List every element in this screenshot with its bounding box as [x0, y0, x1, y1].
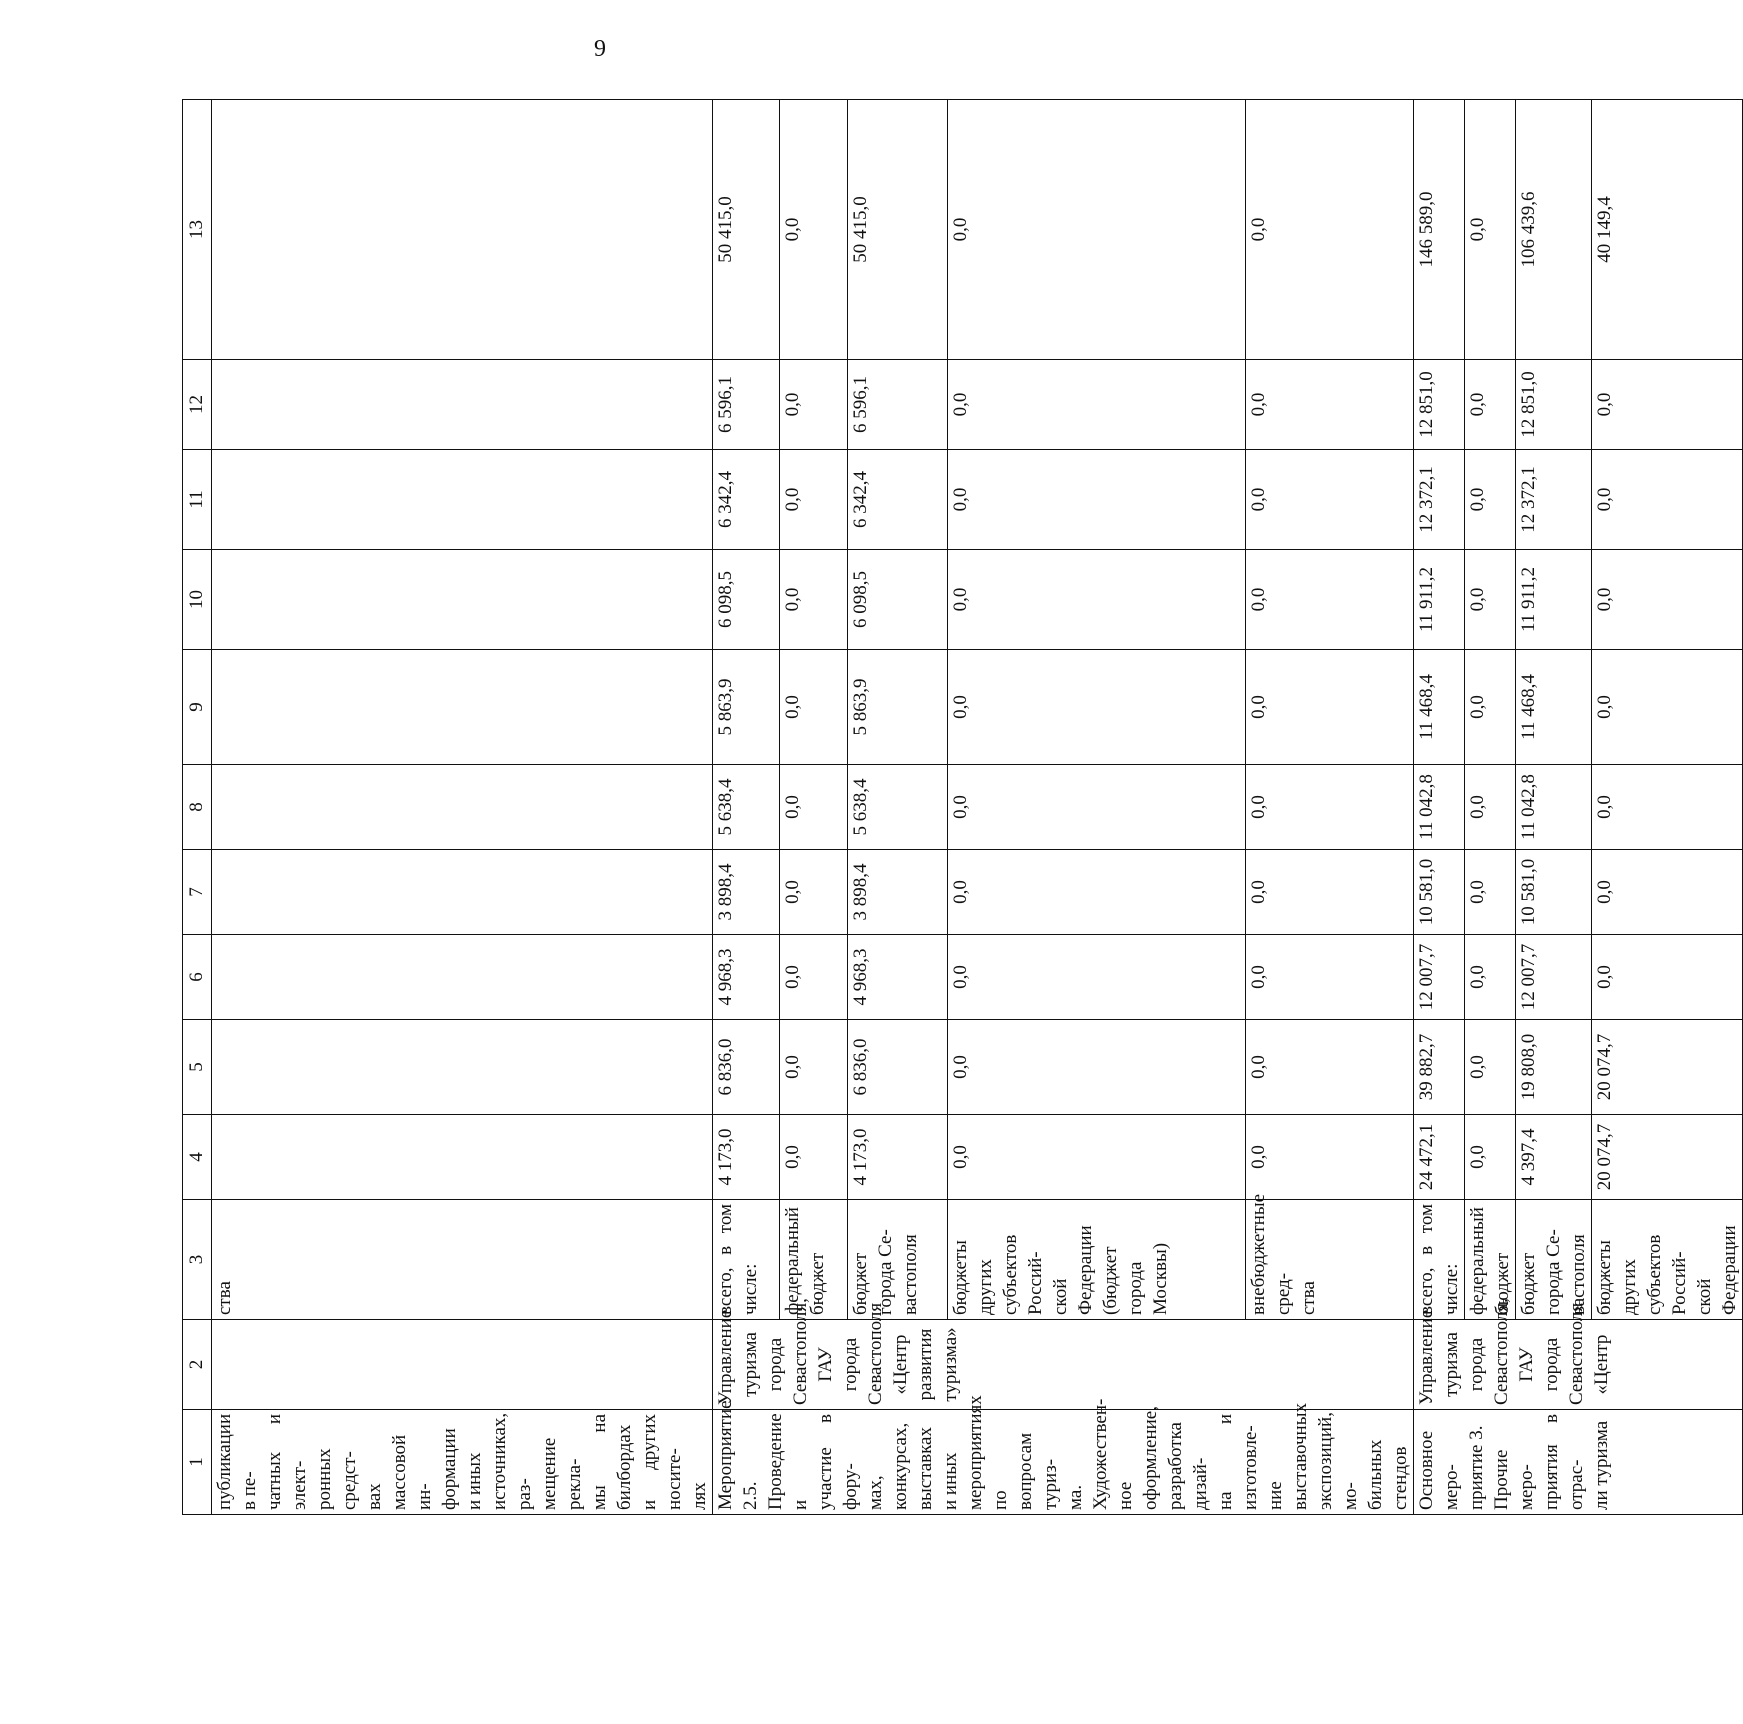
column-number: 11	[183, 450, 212, 550]
value-cell: 0,0	[947, 765, 1245, 850]
column-number: 10	[183, 550, 212, 650]
continuation-row	[212, 100, 713, 1515]
text-line: туризма	[1441, 1332, 1462, 1397]
funding-row	[713, 100, 780, 1515]
value-cell: 0,0	[1246, 550, 1414, 650]
value-cell: 0,0	[1592, 935, 1743, 1020]
text-line: ГАУ города	[1516, 1337, 1562, 1392]
value-cell: 10 581,0	[1414, 850, 1465, 935]
column-number: 9	[183, 650, 212, 765]
text-line: мероприятиях по	[965, 1395, 1011, 1510]
funding-source	[780, 1200, 847, 1320]
value-cell: 0,0	[1246, 850, 1414, 935]
value-cell: 4 968,3	[713, 935, 780, 1020]
value-cell: 4 397,4	[1516, 1115, 1592, 1200]
text-line: вах массовой ин-	[364, 1434, 435, 1510]
value-cell: 6 098,5	[847, 550, 947, 650]
column-number: 3	[183, 1200, 212, 1320]
value-cell: 0,0	[947, 935, 1245, 1020]
value-cell: 0,0	[1246, 360, 1414, 450]
column-number: 13	[183, 100, 212, 360]
value-cell	[212, 1115, 713, 1200]
value-cell: 6 596,1	[847, 360, 947, 450]
value-cell: 5 863,9	[847, 650, 947, 765]
text-line: федеральный бюджет	[1467, 1207, 1513, 1315]
value-cell: 0,0	[780, 1020, 847, 1115]
value-cell: 0,0	[780, 935, 847, 1020]
value-cell	[212, 1020, 713, 1115]
value-cell: 11 042,8	[1414, 765, 1465, 850]
text-line: формации и иных	[439, 1428, 485, 1510]
text-line: ное оформление,	[1115, 1406, 1161, 1510]
value-cell: 0,0	[1246, 100, 1414, 360]
value-cell: 0,0	[947, 850, 1245, 935]
value-cell	[212, 765, 713, 850]
text-line: ской Федерации	[1694, 1225, 1740, 1315]
value-cell: 0,0	[1592, 360, 1743, 450]
value-cell: 0,0	[780, 1115, 847, 1200]
value-cell: 50 415,0	[713, 100, 780, 360]
funding-source	[947, 1200, 1245, 1320]
funding-source	[1465, 1200, 1516, 1320]
column-number: 8	[183, 765, 212, 850]
funding-row	[1592, 100, 1743, 1515]
text-line: разработка дизай-	[1165, 1422, 1211, 1510]
value-cell: 39 882,7	[1414, 1020, 1465, 1115]
funding-row	[1516, 100, 1592, 1515]
value-cell: 0,0	[780, 850, 847, 935]
text-line: участие в фору-	[815, 1414, 861, 1510]
page-number: 9	[594, 36, 606, 62]
text-line: бюджет города Се-	[849, 1229, 896, 1315]
text-line: ства	[1298, 1281, 1320, 1315]
text-line: ГАУ города	[815, 1337, 861, 1392]
text-line: Управление	[715, 1309, 736, 1405]
text-line: Прочие меро-	[1491, 1449, 1537, 1510]
value-cell: 0,0	[1465, 360, 1516, 450]
value-cell: 0,0	[1592, 850, 1743, 935]
value-cell: 12 851,0	[1516, 360, 1592, 450]
value-cell	[212, 650, 713, 765]
funding-source	[1516, 1200, 1592, 1320]
value-cell: 0,0	[780, 550, 847, 650]
value-cell: 0,0	[1592, 550, 1743, 650]
text-line: мы на билбордах	[589, 1414, 635, 1510]
funding-row	[1465, 100, 1516, 1515]
value-cell: 0,0	[1465, 935, 1516, 1020]
text-line: приятия в отрас-	[1541, 1414, 1587, 1510]
text-line: всего, в том числе:	[715, 1204, 761, 1315]
text-line: туризма»	[940, 1327, 961, 1402]
value-cell: 146 589,0	[1414, 100, 1465, 360]
table-body	[183, 100, 1743, 1515]
funding-source	[1592, 1200, 1743, 1320]
column-number: 6	[183, 935, 212, 1020]
text-line: вастополя	[1568, 1234, 1589, 1315]
value-cell: 0,0	[780, 360, 847, 450]
text-line: Мероприятие 2.5.	[715, 1400, 761, 1510]
rotated-table-wrapper	[182, 100, 1740, 1515]
value-cell: 0,0	[1592, 650, 1743, 765]
text-line: чатных и элект-	[264, 1414, 310, 1510]
activity-description	[1414, 1410, 1743, 1515]
value-cell: 0,0	[1246, 1020, 1414, 1115]
executor-cell	[1414, 1298, 1743, 1410]
text-line: города	[1466, 1337, 1487, 1392]
text-line: Основное меро-	[1416, 1430, 1462, 1510]
funding-row	[780, 100, 847, 1515]
value-cell: 0,0	[947, 1020, 1245, 1115]
value-cell: 0,0	[947, 550, 1245, 650]
text-line: и других носите-	[639, 1414, 685, 1510]
value-cell: 10 581,0	[1516, 850, 1592, 935]
value-cell: 5 863,9	[713, 650, 780, 765]
value-cell: 20 074,7	[1592, 1020, 1743, 1115]
value-cell: 0,0	[1465, 1020, 1516, 1115]
column-number: 7	[183, 850, 212, 935]
funding-row	[847, 100, 947, 1515]
funding-source	[1246, 1193, 1414, 1320]
text-line: бюджет города Се-	[1518, 1229, 1564, 1315]
text-line: всего, в том числе:	[1416, 1204, 1462, 1315]
text-line: выставках и иных	[915, 1427, 961, 1510]
value-cell: 12 007,7	[1414, 935, 1465, 1020]
text-line: бюджеты других	[1594, 1240, 1640, 1315]
text-line: ли туризма	[1591, 1420, 1612, 1510]
value-cell: 11 468,4	[1414, 650, 1465, 765]
text-line: туризма	[740, 1332, 761, 1397]
value-cell	[212, 935, 713, 1020]
value-cell: 3 898,4	[847, 850, 947, 935]
column-number: 12	[183, 360, 212, 450]
text-line: внебюджетные сред-	[1248, 1193, 1295, 1315]
text-line: Севастополя,	[790, 1298, 811, 1405]
column-number: 2	[183, 1320, 212, 1410]
value-cell: 0,0	[1246, 765, 1414, 850]
value-cell: 0,0	[1465, 550, 1516, 650]
value-cell: 0,0	[1465, 850, 1516, 935]
value-cell: 4 173,0	[713, 1115, 780, 1200]
text-line: субъектов Россий-	[1644, 1234, 1690, 1315]
text-line: публикации в пе-	[214, 1413, 260, 1510]
value-cell: 12 372,1	[1516, 450, 1592, 550]
text-line: города	[765, 1337, 786, 1392]
text-line: вопросам туриз-	[1015, 1432, 1061, 1510]
text-line: лях	[689, 1482, 710, 1510]
column-number-row	[183, 100, 212, 1515]
text-line: бюджеты других	[949, 1240, 996, 1315]
value-cell: 12 851,0	[1414, 360, 1465, 450]
text-line: ма. Художествен-	[1065, 1398, 1111, 1510]
text-line: ние выставочных	[1265, 1403, 1311, 1510]
value-cell: 0,0	[947, 100, 1245, 360]
value-cell: 0,0	[1465, 650, 1516, 765]
value-cell: 0,0	[1592, 765, 1743, 850]
text-line: Москвы)	[1149, 1242, 1171, 1315]
value-cell: 12 372,1	[1414, 450, 1465, 550]
funding-row	[1246, 100, 1414, 1515]
column-number: 4	[183, 1115, 212, 1200]
value-cell: 11 042,8	[1516, 765, 1592, 850]
text-line: Севастополя	[1566, 1302, 1587, 1405]
activity-description	[713, 1395, 1414, 1515]
executor-cell	[212, 1320, 713, 1410]
value-cell	[212, 100, 713, 360]
text-line: Управление	[1416, 1309, 1437, 1405]
value-cell: 50 415,0	[847, 100, 947, 360]
text-line: мах, конкурсах,	[865, 1422, 911, 1510]
value-cell: 0,0	[780, 450, 847, 550]
value-cell: 0,0	[947, 450, 1245, 550]
funding-row	[1414, 100, 1465, 1515]
text-line: вастополя	[899, 1234, 921, 1315]
text-line: бильных стендов	[1365, 1439, 1411, 1510]
funding-source	[713, 1200, 780, 1320]
value-cell: 0,0	[1592, 450, 1743, 550]
value-cell: 4 968,3	[847, 935, 947, 1020]
text-line: мещение рекла-	[539, 1437, 585, 1510]
value-cell: 5 638,4	[847, 765, 947, 850]
text-line: источниках, раз-	[489, 1412, 535, 1510]
text-line: «Центр	[1591, 1334, 1612, 1395]
value-cell	[212, 450, 713, 550]
value-cell: 12 007,7	[1516, 935, 1592, 1020]
text-line: ронных средст-	[314, 1448, 360, 1510]
funding-source	[212, 1200, 713, 1320]
value-cell: 6 596,1	[713, 360, 780, 450]
value-cell: 3 898,4	[713, 850, 780, 935]
funding-row	[947, 100, 1245, 1515]
text-line: Проведение и	[765, 1413, 811, 1510]
value-cell: 0,0	[1465, 1115, 1516, 1200]
value-cell: 11 468,4	[1516, 650, 1592, 765]
value-cell: 6 342,4	[847, 450, 947, 550]
value-cell: 5 638,4	[713, 765, 780, 850]
text-line: (бюджет города	[1099, 1246, 1146, 1315]
value-cell	[212, 550, 713, 650]
column-number: 1	[183, 1410, 212, 1515]
text-line: Севастополя,	[1491, 1298, 1512, 1405]
value-cell: 4 173,0	[847, 1115, 947, 1200]
text-line: федеральный бюджет	[782, 1207, 829, 1315]
text-line: развития	[915, 1328, 936, 1401]
value-cell: 0,0	[1246, 450, 1414, 550]
value-cell: 6 098,5	[713, 550, 780, 650]
funding-source	[847, 1200, 947, 1320]
text-line: приятие 3.	[1466, 1425, 1487, 1510]
value-cell: 0,0	[780, 765, 847, 850]
text-line: на и изготовле-	[1215, 1414, 1261, 1510]
text-line: субъектов Россий-	[999, 1234, 1046, 1315]
text-line: «Центр	[890, 1334, 911, 1395]
text-line: Севастополя	[865, 1302, 886, 1405]
value-cell: 0,0	[1465, 450, 1516, 550]
text-line: ства	[214, 1281, 235, 1315]
value-cell: 6 836,0	[847, 1020, 947, 1115]
column-number: 5	[183, 1020, 212, 1115]
value-cell: 11 911,2	[1414, 550, 1465, 650]
value-cell: 0,0	[1465, 765, 1516, 850]
value-cell: 19 808,0	[1516, 1020, 1592, 1115]
value-cell: 0,0	[947, 1115, 1245, 1200]
value-cell: 0,0	[947, 650, 1245, 765]
value-cell: 0,0	[1465, 100, 1516, 360]
value-cell: 106 439,6	[1516, 100, 1592, 360]
value-cell: 0,0	[1246, 1115, 1414, 1200]
value-cell: 11 911,2	[1516, 550, 1592, 650]
text-line: ской Федерации	[1049, 1225, 1096, 1315]
value-cell	[212, 360, 713, 450]
value-cell	[212, 850, 713, 935]
value-cell: 0,0	[947, 360, 1245, 450]
value-cell: 20 074,7	[1592, 1115, 1743, 1200]
funding-source	[1414, 1200, 1465, 1320]
value-cell: 24 472,1	[1414, 1115, 1465, 1200]
value-cell: 0,0	[1246, 935, 1414, 1020]
value-cell: 6 342,4	[713, 450, 780, 550]
activity-description	[212, 1410, 713, 1515]
value-cell: 0,0	[780, 100, 847, 360]
value-cell: 0,0	[1246, 650, 1414, 765]
value-cell: 40 149,4	[1592, 100, 1743, 360]
value-cell: 6 836,0	[713, 1020, 780, 1115]
budget-table	[182, 99, 1743, 1515]
text-line: экспозиций, мо-	[1315, 1412, 1361, 1510]
value-cell: 0,0	[780, 650, 847, 765]
